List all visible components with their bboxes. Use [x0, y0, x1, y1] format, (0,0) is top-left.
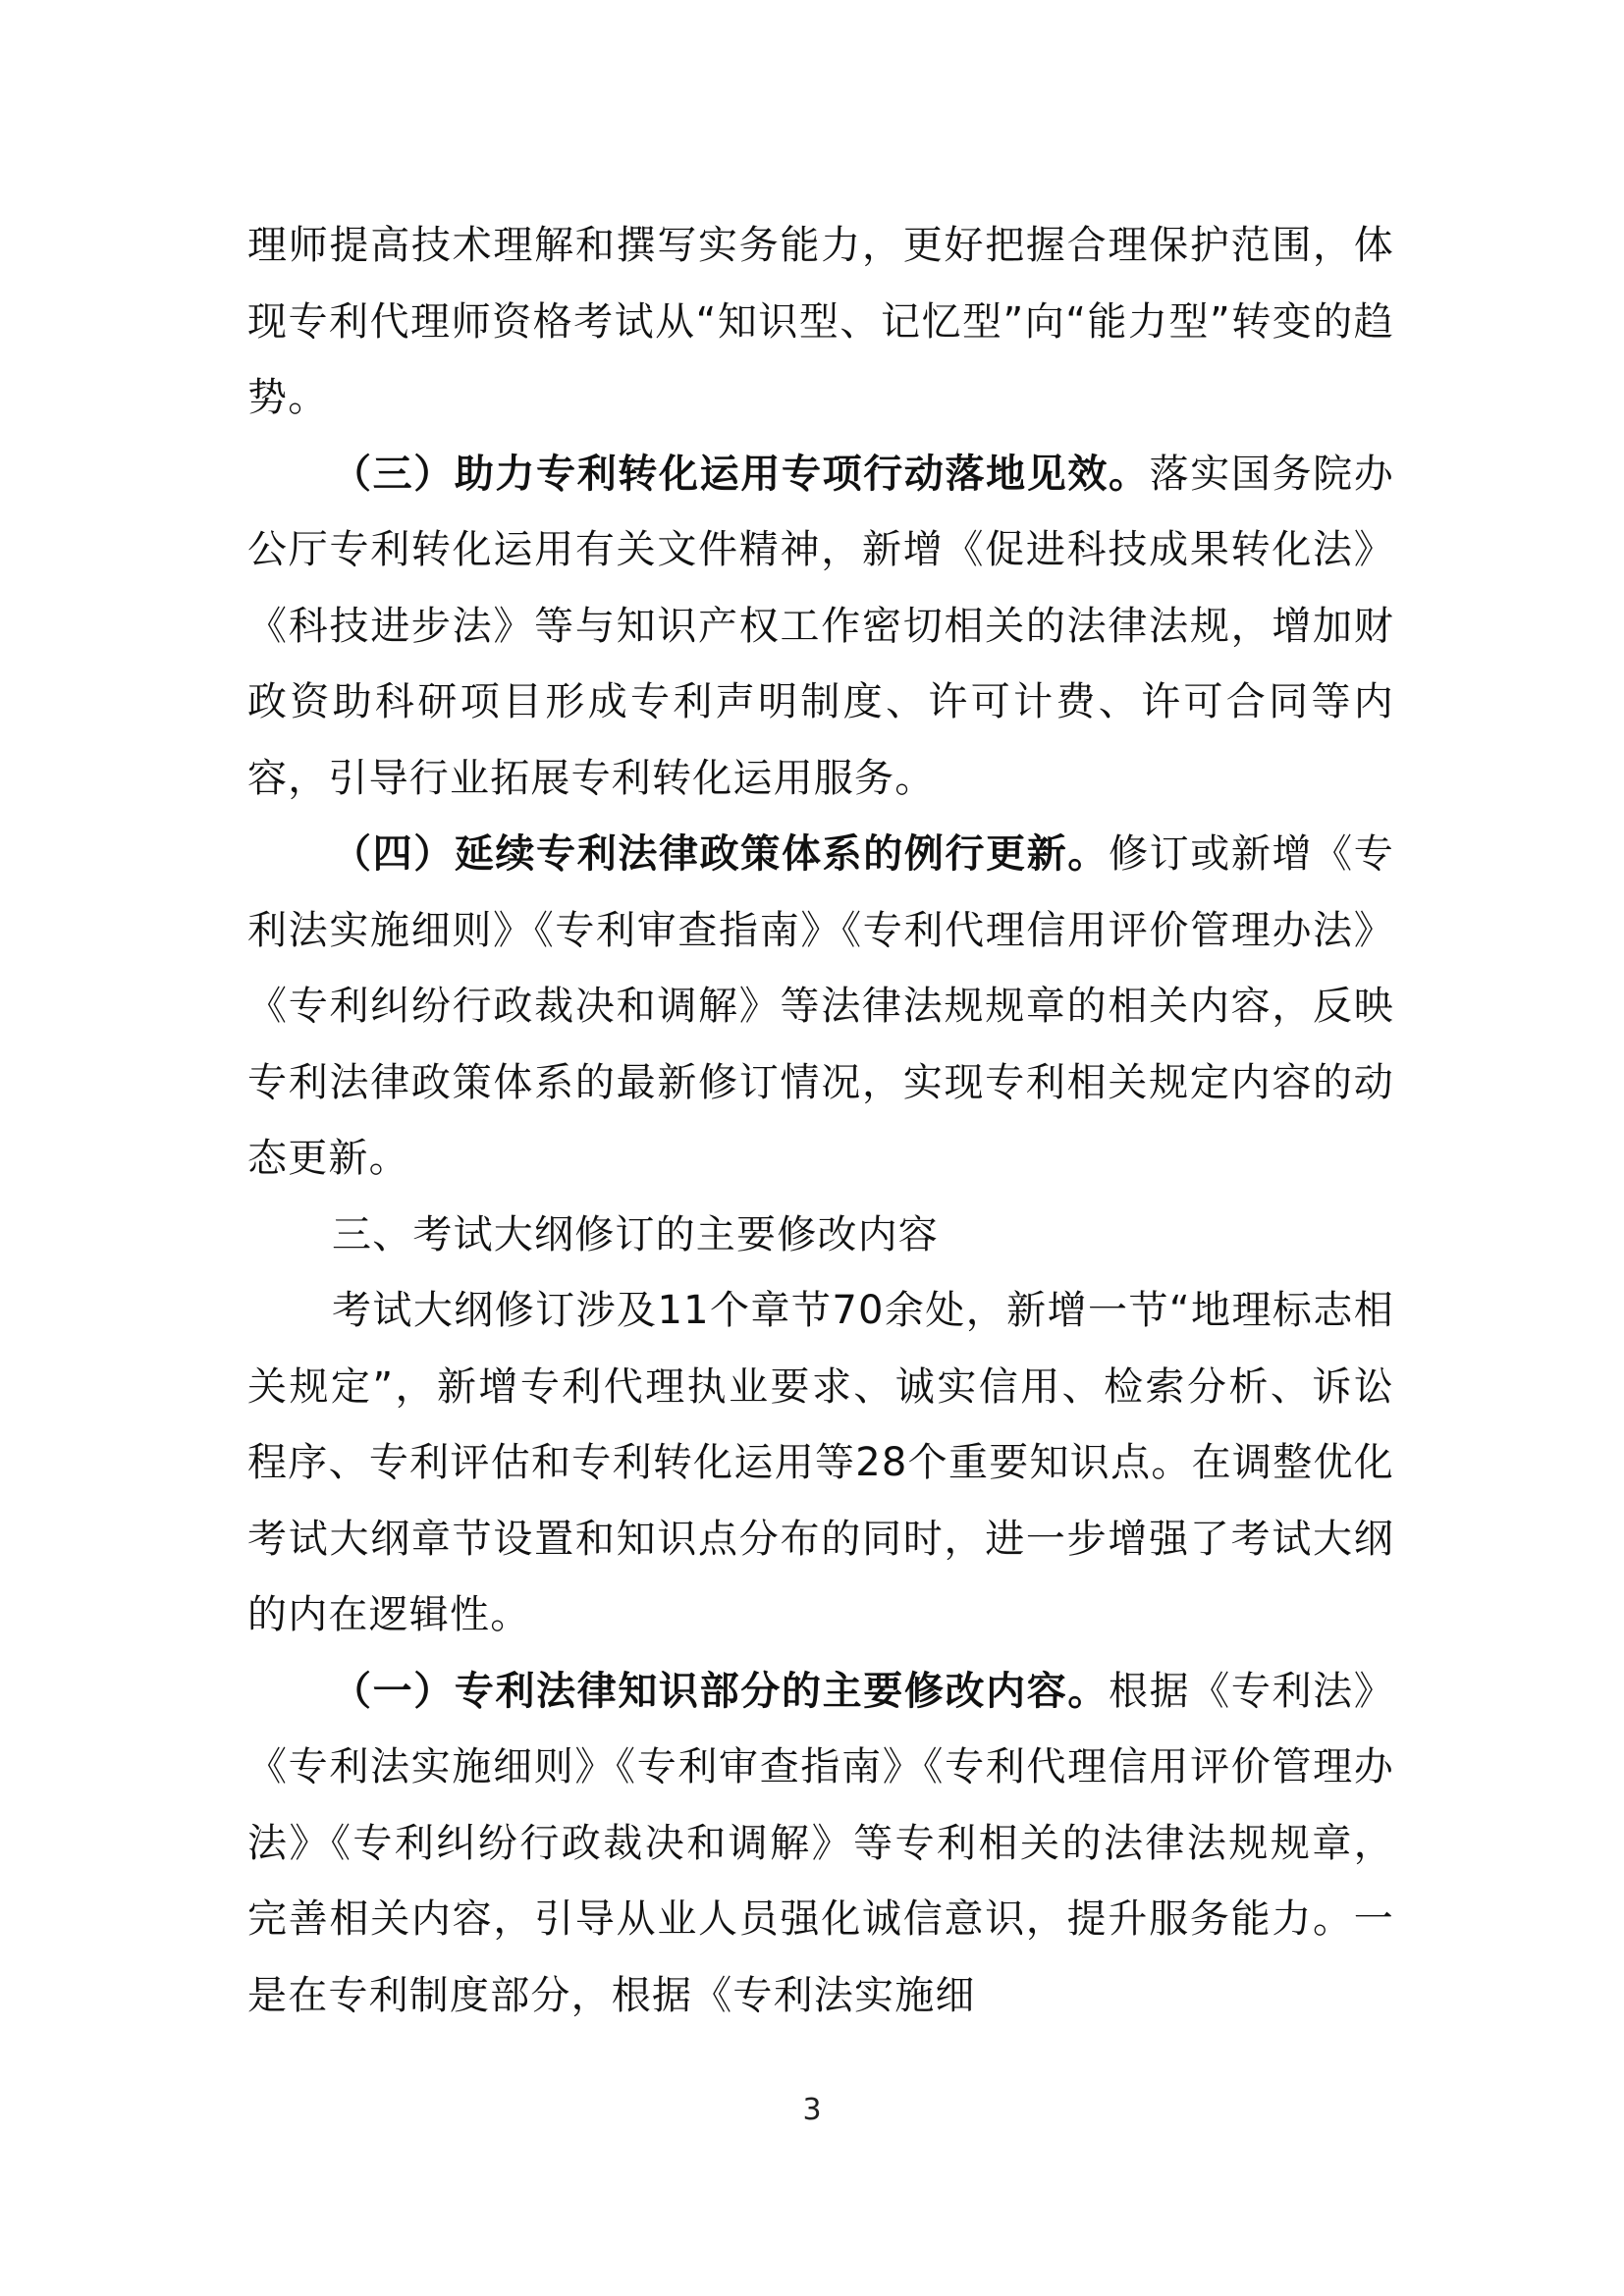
document-body	[247, 208, 1394, 2034]
paragraph-item-one	[247, 1654, 1394, 2035]
paragraph-continuation	[247, 208, 1394, 437]
paragraph-text: 修订或新增《专利法实施细则》《专利审查指南》《专利代理信用评价管理办法》《专利纠纷行政裁决和调解》等法律法规规章的相关内容，反映专利法律政策体系的最新修订情况，实现专利相关规定内容的动态更新。	[247, 831, 1394, 1181]
paragraph-text: 考试大纲修订涉及11个章节70余处，新增一节“地理标志相关规定”，新增专利代理执业要求、诚实信用、检索分析、诉讼程序、专利评估和专利转化运用等28个重要知识点。在调整优化考试大纲章节设置和知识点分布的同时，进一步增强了考试大纲的内在逻辑性。	[247, 1288, 1394, 1637]
paragraph-lead: （一）专利法律知识部分的主要修改内容。	[332, 1668, 1109, 1714]
paragraph-lead: （四）延续专利法律政策体系的例行更新。	[332, 831, 1109, 877]
section-heading: 三、考试大纲修订的主要修改内容	[332, 1211, 939, 1257]
paragraph-item-three	[247, 437, 1394, 818]
paragraph-text: 理师提高技术理解和撰写实务能力，更好把握合理保护范围，体现专利代理师资格考试从“知识型、记忆型”向“能力型”转变的趋势。	[247, 223, 1394, 420]
paragraph-text: 落实国务院办公厅专利转化运用有关文件精神，新增《促进科技成果转化法》《科技进步法》等与知识产权工作密切相关的法律法规，增加财政资助科研项目形成专利声明制度、许可计费、许可合同等内容，引导行业拓展专利转化运用服务。	[247, 451, 1394, 801]
paragraph-item-four	[247, 817, 1394, 1198]
page-number: 3	[802, 2093, 822, 2127]
paragraph-text: 根据《专利法》《专利法实施细则》《专利审查指南》《专利代理信用评价管理办法》《专利纠纷行政裁决和调解》等专利相关的法律法规规章，完善相关内容，引导从业人员强化诚信意识，提升服务能力。一是在专利制度部分，根据《专利法实施细	[247, 1668, 1394, 2018]
paragraph-lead: （三）助力专利转化运用专项行动落地见效。	[332, 451, 1150, 497]
paragraph-section-intro	[247, 1273, 1394, 1654]
